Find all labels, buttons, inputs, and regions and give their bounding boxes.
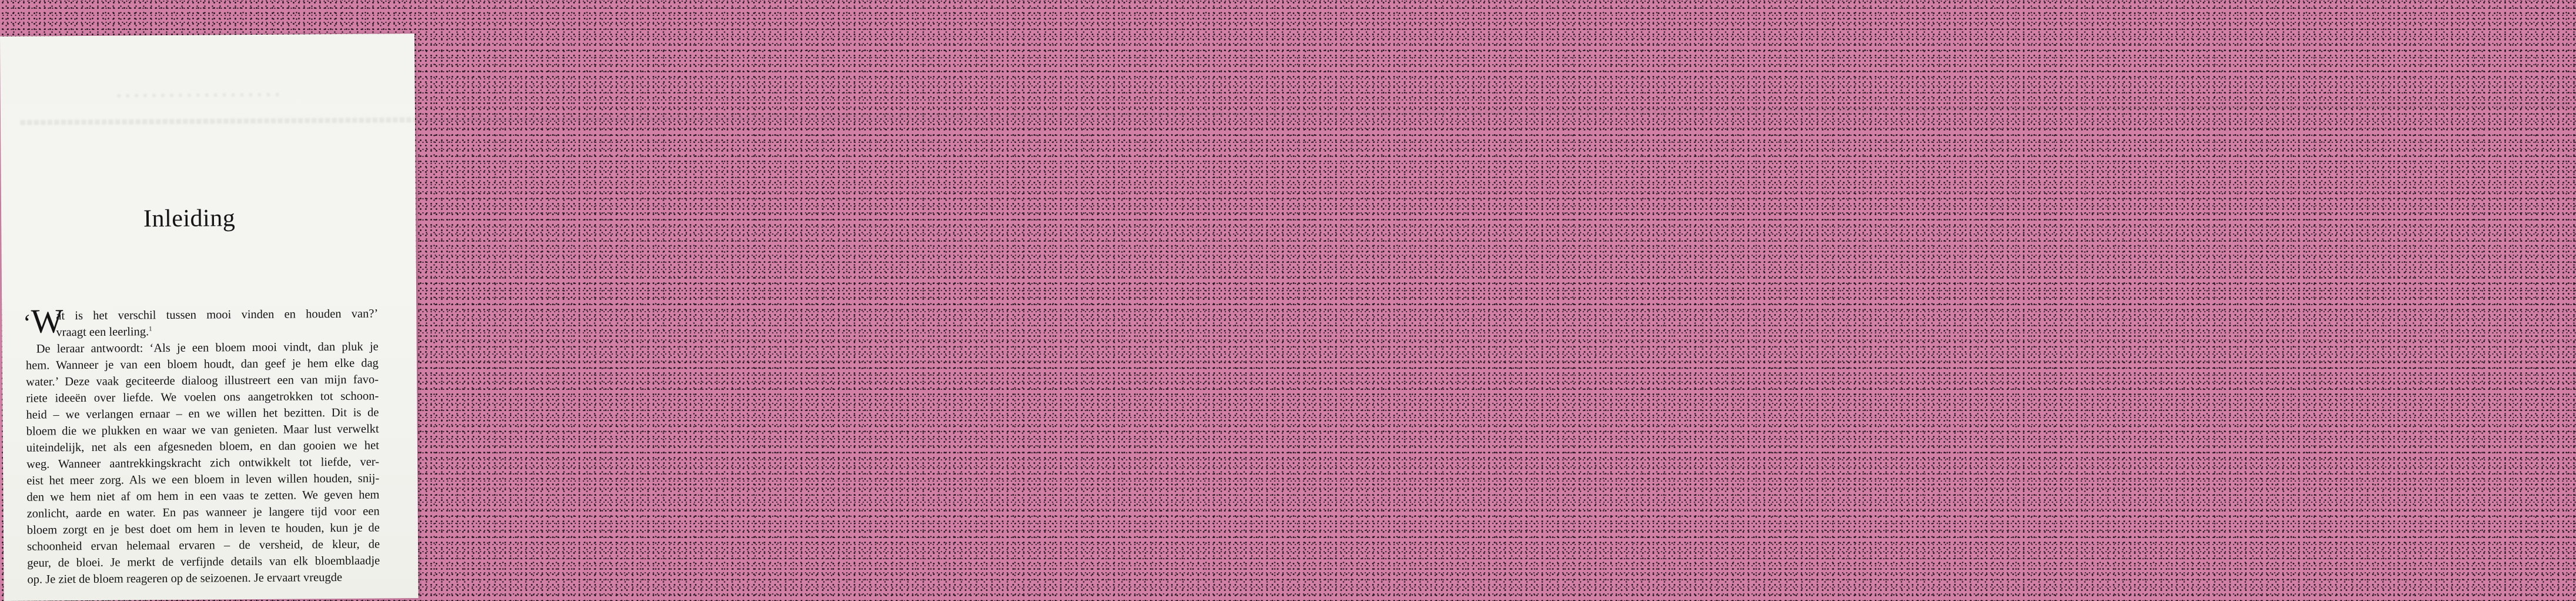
text-line: schoonheid ervan helemaal ervaren – de versheid, de kleur, de	[26, 537, 380, 553]
text-line: at is het verschil tussen mooi vinden en houden van?’	[56, 307, 379, 323]
chapter-body	[23, 302, 380, 588]
text-line: zonlicht, aarde en water. En pas wanneer je langere tijd voor een	[26, 505, 380, 520]
text-line: op. Je ziet de bloem reageren op de seizoenen. Je ervaart vreugde	[27, 570, 343, 586]
text-line: weg. Wanneer aantrekkingskracht zich ontwikkelt tot liefde, ver-	[26, 455, 380, 471]
text-line: bloem die we plukken en waar we van genieten. Maar lust verwelkt	[26, 422, 379, 438]
drop-cap-letter: W	[31, 302, 63, 340]
text-line: De leraar antwoordt: ‘Als je een bloem mooi vindt, dan pluk je	[36, 340, 379, 356]
text-line: den we hem niet af om hem in een vaas te zetten. We geven hem	[26, 488, 380, 504]
book-page	[0, 34, 2573, 601]
text-line: hem. Wanneer je van een bloem houdt, dan geef je hem elke dag	[25, 356, 379, 372]
show-through-text: ▪ ▪ ▪ ▪ ▪ ▪ ▪ ▪ ▪ ▪ ▪ ▪ ▪ ▪ ▪ ▪ ▪ ▪ ▪ ▪▪▪▪▪▪▪▪▪▪▪▪▪▪▪▪▪▪▪▪▪▪▪▪▪▪▪▪▪▪▪▪▪▪▪▪▪▪▪▪▪▪▪▪▪▪▪▪▪▪▪▪▪▪▪▪▪▪▪▪▪▪▪▪▪▪▪▪▪▪▪▪▪▪▪▪▪▪▪▪▪▪▪▪▪▪▪▪▪▪▪▪▪▪▪▪▪▪▪▪▪▪▪▪▪▪▪▪▪▪▪▪▪▪▪▪▪▪▪▪▪▪▪▪▪▪▪▪▪▪▪▪▪▪▪▪▪▪▪▪▪▪▪▪▪▪▪▪▪▪▪▪▪▪▪▪▪▪▪▪▪▪▪▪▪▪▪▪▪▪▪▪▪▪▪▪▪▪▪▪▪▪▪▪▪▪▪▪▪▪▪▪▪▪▪▪▪▪▪▪▪▪▪▪▪▪▪▪▪▪▪▪▪▪▪▪▪▪▪▪▪▪▪▪▪▪▪▪▪▪▪▪▪▪▪▪▪▪▪▪▪▪▪▪▪▪▪▪▪▪▪▪▪▪▪▪▪▪▪▪▪▪▪▪▪▪▪▪▪▪▪▪▪▪▪▪▪▪▪▪▪▪▪▪▪▪▪▪▪▪▪▪▪▪▪▪▪▪▪▪▪▪▪▪▪▪▪▪▪▪▪▪▪▪▪▪▪▪▪▪▪▪▪▪▪▪▪▪▪▪▪▪▪▪▪▪▪▪▪▪▪▪▪▪▪▪▪▪▪▪▪▪▪▪▪▪▪▪▪▪▪▪▪▪▪▪▪▪▪▪▪▪▪▪▪▪▪	[19, 90, 2573, 128]
footnote-marker: 1	[149, 325, 152, 333]
text-line: uiteindelijk, net als een afgesneden bloem, en dan gooien we het	[26, 439, 379, 455]
drop-cap-quote: ‘	[23, 309, 31, 336]
text-line: bloem zorgt en je best doet om hem in leven te houden, kun je de	[26, 521, 380, 537]
chapter-title: Inleiding	[143, 205, 236, 233]
drop-cap	[23, 304, 63, 338]
text-line: heid – we verlangen ernaar – en we willen het bezitten. Dit is de	[26, 406, 379, 422]
text-line: eist het meer zorg. Als we een bloem in leven willen houden, snij-	[26, 472, 380, 488]
text-line: geur, de bloei. Je merkt de verfijnde details van elk bloemblaadje	[27, 554, 380, 570]
text-line	[56, 322, 378, 341]
text-line-content: vraagt een leerling.	[56, 325, 149, 339]
opening-paragraph	[23, 302, 379, 341]
text-line: riete ideeën over liefde. We voelen ons aangetrokken tot schoon-	[26, 389, 379, 405]
text-line: water.’ Deze vaak geciteerde dialoog illustreert een van mijn favo-	[26, 373, 379, 389]
